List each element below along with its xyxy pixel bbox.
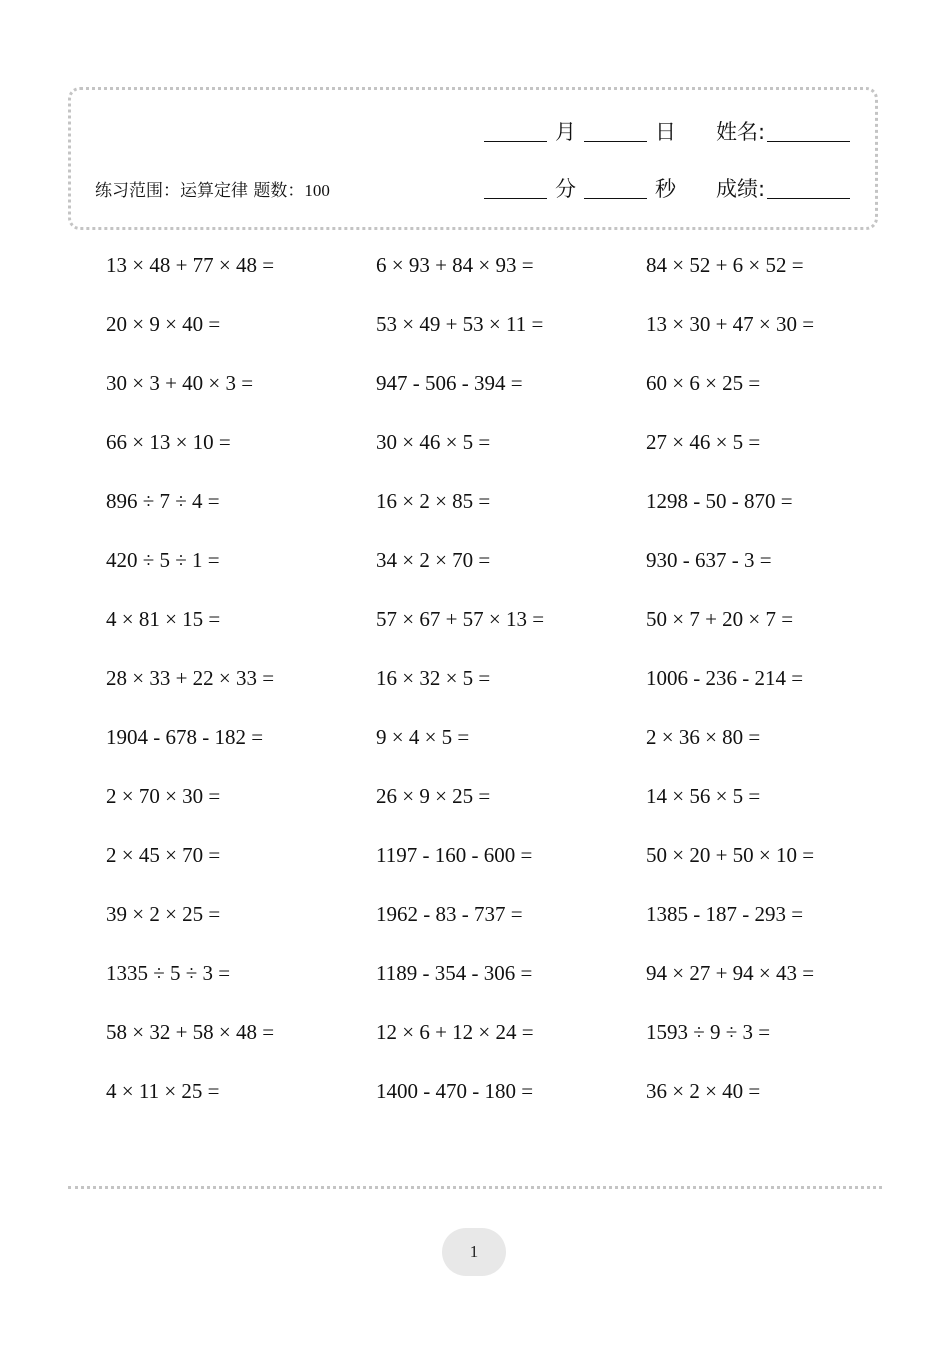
problem-row [106,665,916,724]
day-label: 日 [655,120,676,144]
name-label: 姓名: [716,120,766,144]
problem-grid [106,252,916,1137]
problem-item: 50 × 7 + 20 × 7 = [646,607,794,631]
problem-item: 1335 ÷ 5 ÷ 3 = [106,961,231,985]
date-name-row [484,118,850,146]
problem-item: 94 × 27 + 94 × 43 = [646,961,815,985]
score-blank[interactable] [767,197,850,199]
problem-item: 84 × 52 + 6 × 52 = [646,253,804,277]
problem-item: 20 × 9 × 40 = [106,312,221,336]
problem-row [106,606,916,665]
problem-row [106,1078,916,1137]
problem-item: 16 × 32 × 5 = [376,666,491,690]
problem-item: 66 × 13 × 10 = [106,430,231,454]
footer-divider [68,1186,882,1189]
problem-item: 9 × 4 × 5 = [376,725,470,749]
problem-item: 2 × 36 × 80 = [646,725,761,749]
problem-item: 28 × 33 + 22 × 33 = [106,666,275,690]
problem-row [106,901,916,960]
problem-item: 13 × 30 + 47 × 30 = [646,312,815,336]
problem-item: 60 × 6 × 25 = [646,371,761,395]
problem-item: 2 × 45 × 70 = [106,843,221,867]
problem-row [106,960,916,1019]
problem-item: 2 × 70 × 30 = [106,784,221,808]
problem-item: 58 × 32 + 58 × 48 = [106,1020,275,1044]
problem-item: 1385 - 187 - 293 = [646,902,804,926]
month-blank[interactable] [484,140,547,142]
problem-item: 26 × 9 × 25 = [376,784,491,808]
problem-item: 39 × 2 × 25 = [106,902,221,926]
month-label: 月 [555,120,576,144]
problem-item: 30 × 3 + 40 × 3 = [106,371,254,395]
problem-item: 1189 - 354 - 306 = [376,961,533,985]
problem-item: 4 × 11 × 25 = [106,1079,220,1103]
problem-item: 1006 - 236 - 214 = [646,666,804,690]
problem-count: 100 [304,181,330,200]
problem-item: 57 × 67 + 57 × 13 = [376,607,545,631]
problem-item: 1197 - 160 - 600 = [376,843,533,867]
minute-blank[interactable] [484,197,547,199]
name-blank[interactable] [767,140,850,142]
problem-item: 53 × 49 + 53 × 11 = [376,312,544,336]
problem-item: 12 × 6 + 12 × 24 = [376,1020,534,1044]
problem-row [106,370,916,429]
page-number-badge [442,1228,506,1276]
worksheet-header-box [68,87,878,230]
problem-row [106,547,916,606]
score-label: 成绩: [716,177,766,201]
problem-row [106,783,916,842]
second-blank[interactable] [584,197,647,199]
problem-item: 930 - 637 - 3 = [646,548,772,572]
problem-row [106,311,916,370]
problem-item: 420 ÷ 5 ÷ 1 = [106,548,220,572]
second-label: 秒 [655,177,676,201]
problem-item: 4 × 81 × 15 = [106,607,221,631]
problem-item: 13 × 48 + 77 × 48 = [106,253,275,277]
problem-item: 30 × 46 × 5 = [376,430,491,454]
problem-row [106,488,916,547]
page-number: 1 [469,1242,479,1261]
problem-row [106,724,916,783]
problem-item: 6 × 93 + 84 × 93 = [376,253,534,277]
problem-item: 1593 ÷ 9 ÷ 3 = [646,1020,771,1044]
practice-info [95,180,330,202]
problem-row [106,842,916,901]
time-score-row [484,175,850,203]
problem-row [106,252,916,311]
problem-item: 50 × 20 + 50 × 10 = [646,843,815,867]
problem-item: 1962 - 83 - 737 = [376,902,523,926]
problem-item: 947 - 506 - 394 = [376,371,523,395]
problem-item: 27 × 46 × 5 = [646,430,761,454]
problem-item: 34 × 2 × 70 = [376,548,491,572]
problem-item: 1298 - 50 - 870 = [646,489,793,513]
problem-item: 1904 - 678 - 182 = [106,725,264,749]
problem-item: 14 × 56 × 5 = [646,784,761,808]
problem-item: 36 × 2 × 40 = [646,1079,761,1103]
practice-range-label: 练习范围：运算定律 题数： [95,181,305,201]
day-blank[interactable] [584,140,647,142]
minute-label: 分 [555,177,576,201]
problem-item: 896 ÷ 7 ÷ 4 = [106,489,220,513]
problem-row [106,1019,916,1078]
problem-row [106,429,916,488]
problem-item: 16 × 2 × 85 = [376,489,491,513]
problem-item: 1400 - 470 - 180 = [376,1079,534,1103]
